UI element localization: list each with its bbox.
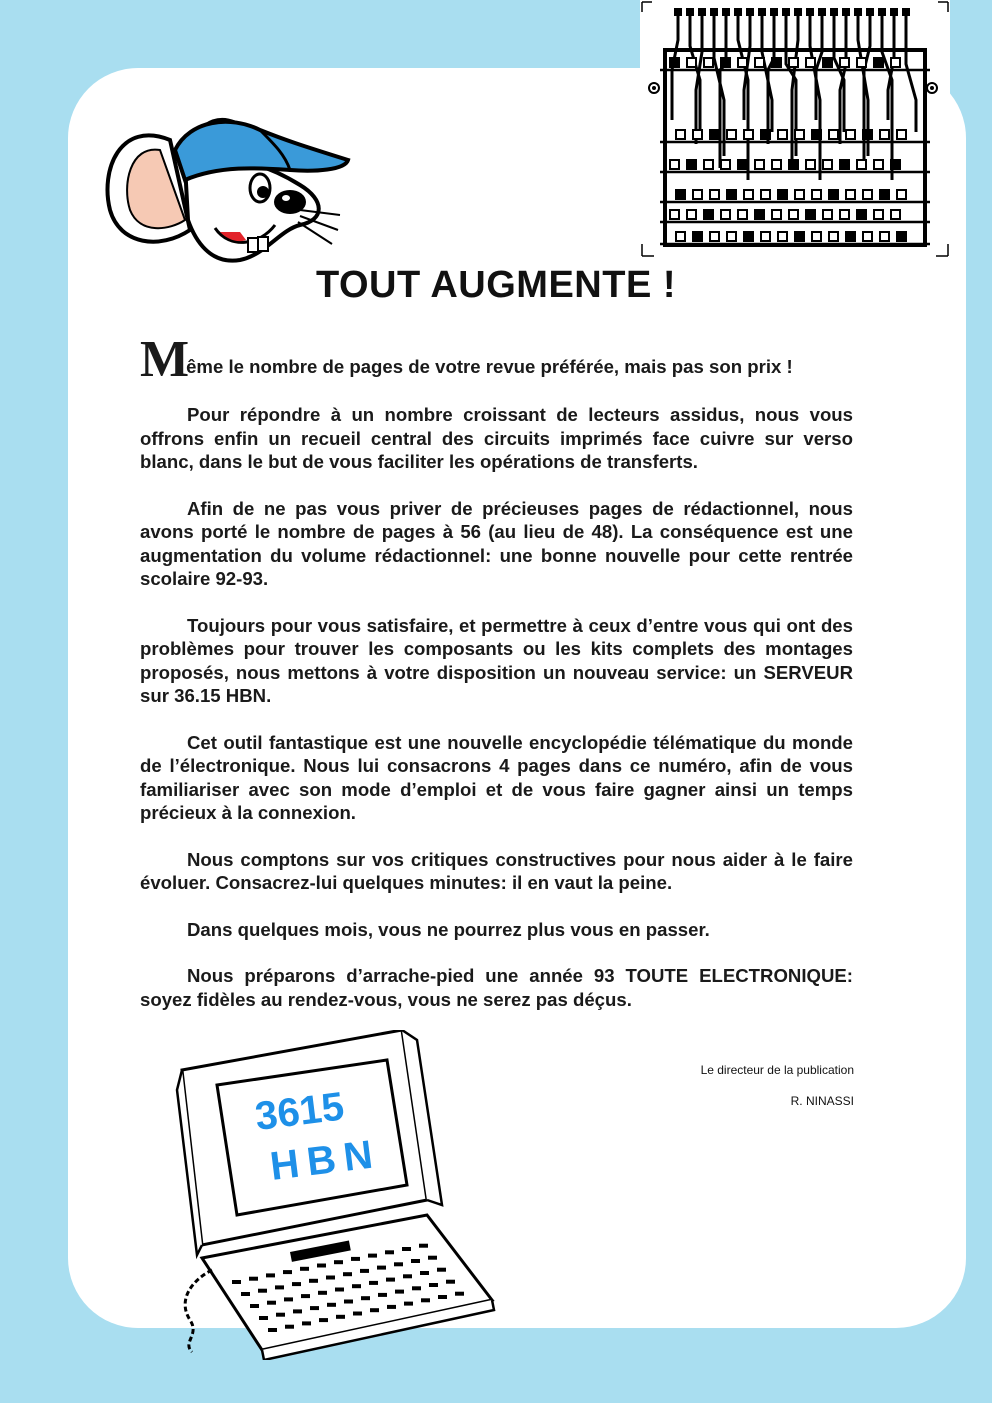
pcb-pad — [829, 232, 838, 241]
keyboard-key — [395, 1290, 404, 1294]
keyboard-key — [361, 1296, 370, 1300]
pcb-pad — [710, 232, 719, 241]
minitel-terminal-illustration — [172, 1030, 502, 1360]
pcb-pad — [698, 8, 706, 16]
pcb-pad — [795, 232, 804, 241]
pcb-pad — [863, 232, 872, 241]
pcb-pad — [829, 190, 838, 199]
pcb-pad — [686, 8, 694, 16]
keyboard-key — [327, 1303, 336, 1307]
paragraph-7: Nous préparons d’arrache-pied une année 93 TOUTE ELECTRONIQUE: soyez fidèles au rendez-vous, vous ne serez pas déçus. — [140, 965, 853, 1010]
pcb-pad — [761, 130, 770, 139]
pcb-pad — [874, 210, 883, 219]
keyboard-key — [429, 1283, 438, 1287]
pcb-pad — [818, 8, 826, 16]
lead-text: ême le nombre de pages de votre revue préférée, mais pas son prix ! — [186, 356, 793, 377]
pcb-pad — [770, 8, 778, 16]
keyboard-key — [394, 1262, 403, 1266]
pcb-pad — [761, 190, 770, 199]
screen-line-2: HBN — [267, 1131, 383, 1189]
pcb-pad — [721, 160, 730, 169]
pcb-pad — [891, 58, 900, 67]
pcb-pad — [891, 210, 900, 219]
keyboard-key — [428, 1256, 437, 1260]
pcb-pad — [722, 8, 730, 16]
pcb-pad — [880, 130, 889, 139]
pcb-pad — [842, 8, 850, 16]
pcb-pad — [710, 130, 719, 139]
pcb-pad — [670, 210, 679, 219]
keyboard-key — [343, 1272, 352, 1276]
pcb-pad — [738, 160, 747, 169]
keyboard-key — [285, 1325, 294, 1329]
pcb-pad — [693, 232, 702, 241]
pcb-pad — [727, 130, 736, 139]
pcb-pad — [806, 210, 815, 219]
keyboard-key — [402, 1247, 411, 1251]
keyboard-key — [335, 1288, 344, 1292]
page-title: TOUT AUGMENTE ! — [315, 264, 677, 306]
keyboard-key — [250, 1304, 259, 1308]
article-body — [140, 331, 853, 1034]
keyboard-key — [249, 1277, 258, 1281]
keyboard-key — [232, 1280, 241, 1284]
keyboard-key — [412, 1286, 421, 1290]
pcb-pad — [890, 8, 898, 16]
pcb-pad — [863, 190, 872, 199]
pcb-pad — [897, 130, 906, 139]
pcb-pad — [778, 232, 787, 241]
pcb-pad — [778, 190, 787, 199]
keyboard-key — [300, 1267, 309, 1271]
keyboard-key — [336, 1315, 345, 1319]
mouse-mascot-illustration — [100, 110, 360, 275]
pcb-pad — [758, 8, 766, 16]
pcb-pad — [727, 232, 736, 241]
keyboard-key — [438, 1295, 447, 1299]
pcb-pad — [897, 190, 906, 199]
keyboard-key — [267, 1301, 276, 1305]
pcb-pad — [755, 160, 764, 169]
signature-role: Le directeur de la publication — [700, 1063, 854, 1077]
pcb-pad — [772, 210, 781, 219]
pcb-pad — [687, 210, 696, 219]
pcb-pad — [772, 58, 781, 67]
pcb-pad — [670, 58, 679, 67]
keyboard-key — [421, 1298, 430, 1302]
pcb-pad — [687, 160, 696, 169]
keyboard-key — [386, 1278, 395, 1282]
keyboard-key — [318, 1291, 327, 1295]
keyboard-key — [370, 1308, 379, 1312]
keyboard-key — [404, 1302, 413, 1306]
pcb-pad — [854, 8, 862, 16]
pcb-pad — [755, 210, 764, 219]
pcb-pad — [674, 8, 682, 16]
paragraph-4: Cet outil fantastique est une nouvelle encyclopédie télématique du monde de l’électronique. Nous lui consacrons 4 pages dans ce numéro, afin de vous familiariser avec son mode d’emploi et de vous faire gagner ainsi un temps précieux à la connexion. — [140, 731, 853, 823]
pcb-pad — [744, 130, 753, 139]
pcb-pad — [670, 160, 679, 169]
pcb-pad — [727, 190, 736, 199]
pcb-pad — [789, 58, 798, 67]
pcb-pad — [866, 8, 874, 16]
keyboard-key — [302, 1321, 311, 1325]
pcb-pad — [704, 160, 713, 169]
pcb-pad — [812, 190, 821, 199]
keyboard-key — [344, 1300, 353, 1304]
pcb-pad — [676, 190, 685, 199]
pcb-pad — [755, 58, 764, 67]
pcb-pad — [823, 210, 832, 219]
pcb-pad — [778, 130, 787, 139]
pcb-pad — [840, 210, 849, 219]
pcb-pad — [734, 8, 742, 16]
signature-block — [701, 1063, 854, 1125]
pcb-pad — [744, 232, 753, 241]
pcb-pad — [902, 8, 910, 16]
keyboard-key — [353, 1312, 362, 1316]
pcb-pad — [693, 190, 702, 199]
keyboard-key — [326, 1276, 335, 1280]
pcb-pad — [897, 232, 906, 241]
pcb-pad — [738, 58, 747, 67]
pcb-pad — [840, 58, 849, 67]
pcb-pad — [789, 210, 798, 219]
pcb-pad — [878, 8, 886, 16]
paragraph-5: Nous comptons sur vos critiques constructives pour nous aider à le faire évoluer. Consacrez-lui quelques minutes: il en vaut la peine. — [140, 848, 853, 893]
keyboard-key — [411, 1259, 420, 1263]
keyboard-key — [317, 1264, 326, 1268]
keyboard-key — [301, 1294, 310, 1298]
keyboard-key — [283, 1270, 292, 1274]
keyboard-key — [360, 1269, 369, 1273]
keyboard-key — [368, 1254, 377, 1258]
keyboard-key — [385, 1250, 394, 1254]
keyboard-key — [275, 1285, 284, 1289]
pcb-pad — [710, 190, 719, 199]
pcb-pad — [738, 210, 747, 219]
pcb-pad — [874, 160, 883, 169]
keyboard-key — [446, 1280, 455, 1284]
pcb-pad — [829, 130, 838, 139]
pcb-pad — [687, 58, 696, 67]
pcb-pad — [812, 232, 821, 241]
pcb-layout-illustration — [640, 0, 950, 258]
pcb-pad — [812, 130, 821, 139]
pcb-pad — [693, 130, 702, 139]
keyboard-key — [266, 1273, 275, 1277]
keyboard-key — [352, 1284, 361, 1288]
keyboard-key — [319, 1318, 328, 1322]
keyboard-key — [334, 1260, 343, 1264]
pcb-pad — [857, 58, 866, 67]
drop-cap: M — [140, 331, 187, 388]
pcb-pad — [676, 130, 685, 139]
keyboard-key — [276, 1313, 285, 1317]
pcb-pad — [710, 8, 718, 16]
pcb-pad — [794, 8, 802, 16]
keyboard-key — [387, 1305, 396, 1309]
keyboard-key — [241, 1292, 250, 1296]
pcb-pad — [746, 8, 754, 16]
keyboard-key — [268, 1328, 277, 1332]
pcb-pad — [874, 58, 883, 67]
pcb-pad — [795, 130, 804, 139]
paragraph-1: Pour répondre à un nombre croissant de lecteurs assidus, nous vous offrons enfin un recueil central des circuits imprimés face cuivre sur verso blanc, dans le but de vous faciliter les opérations de transferts. — [140, 404, 853, 472]
pcb-pad — [891, 160, 900, 169]
keyboard-key — [378, 1293, 387, 1297]
pcb-pad — [806, 160, 815, 169]
keyboard-key — [437, 1268, 446, 1272]
pcb-pad — [789, 160, 798, 169]
pcb-pad — [830, 8, 838, 16]
pcb-drawing — [640, 0, 950, 258]
screen-line-1: 3615 — [252, 1084, 347, 1139]
pcb-pad — [863, 130, 872, 139]
keyboard-key — [377, 1266, 386, 1270]
pcb-pad — [846, 190, 855, 199]
pcb-pad — [772, 160, 781, 169]
keyboard-key — [310, 1306, 319, 1310]
pcb-pad — [846, 232, 855, 241]
pcb-pad — [846, 130, 855, 139]
keyboard-key — [259, 1316, 268, 1320]
pcb-pad — [857, 160, 866, 169]
paragraph-3: Toujours pour vous satisfaire, et permettre à ceux d’entre vous qui ont des problèmes pour trouver les composants ou les kits complets des montages proposés, nous mettons à votre disposition un nouveau service: un SERVEUR sur 36.15 HBN. — [140, 614, 853, 706]
keyboard-key — [351, 1257, 360, 1261]
keyboard-key — [293, 1309, 302, 1313]
mouse-drawing — [100, 110, 360, 275]
keyboard-key — [292, 1282, 301, 1286]
pcb-pad — [721, 58, 730, 67]
lead-paragraph — [140, 331, 853, 388]
pcb-pad — [782, 8, 790, 16]
pcb-pad — [806, 8, 814, 16]
pcb-pad — [857, 210, 866, 219]
pcb-pad — [761, 232, 770, 241]
pcb-trace — [906, 12, 916, 132]
pcb-pad — [823, 58, 832, 67]
pcb-pad — [840, 160, 849, 169]
keyboard-key — [258, 1289, 267, 1293]
pcb-pad — [676, 232, 685, 241]
paragraph-2: Afin de ne pas vous priver de précieuses pages de rédactionnel, nous avons porté le nombre de pages à 56 (au lieu de 48). La conséquence est une augmentation du volume rédactionnel: une bonne nouvelle pour cette rentrée scolaire 92-93. — [140, 497, 853, 589]
pcb-pad — [880, 190, 889, 199]
keyboard-key — [420, 1271, 429, 1275]
pcb-pad — [795, 190, 804, 199]
pcb-pad — [806, 58, 815, 67]
keyboard-key — [309, 1279, 318, 1283]
terminal-drawing — [172, 1030, 502, 1360]
pcb-pad — [704, 58, 713, 67]
keyboard-key — [419, 1244, 428, 1248]
pcb-pad — [721, 210, 730, 219]
pcb-pad — [880, 232, 889, 241]
pcb-pad — [744, 190, 753, 199]
signature-name: R. NINASSI — [790, 1094, 854, 1108]
keyboard-key — [369, 1281, 378, 1285]
pcb-pad — [823, 160, 832, 169]
keyboard-key — [455, 1292, 464, 1296]
paragraph-6: Dans quelques mois, vous ne pourrez plus vous en passer. — [187, 918, 710, 940]
pcb-pad — [704, 210, 713, 219]
keyboard-key — [284, 1297, 293, 1301]
keyboard-key — [403, 1274, 412, 1278]
